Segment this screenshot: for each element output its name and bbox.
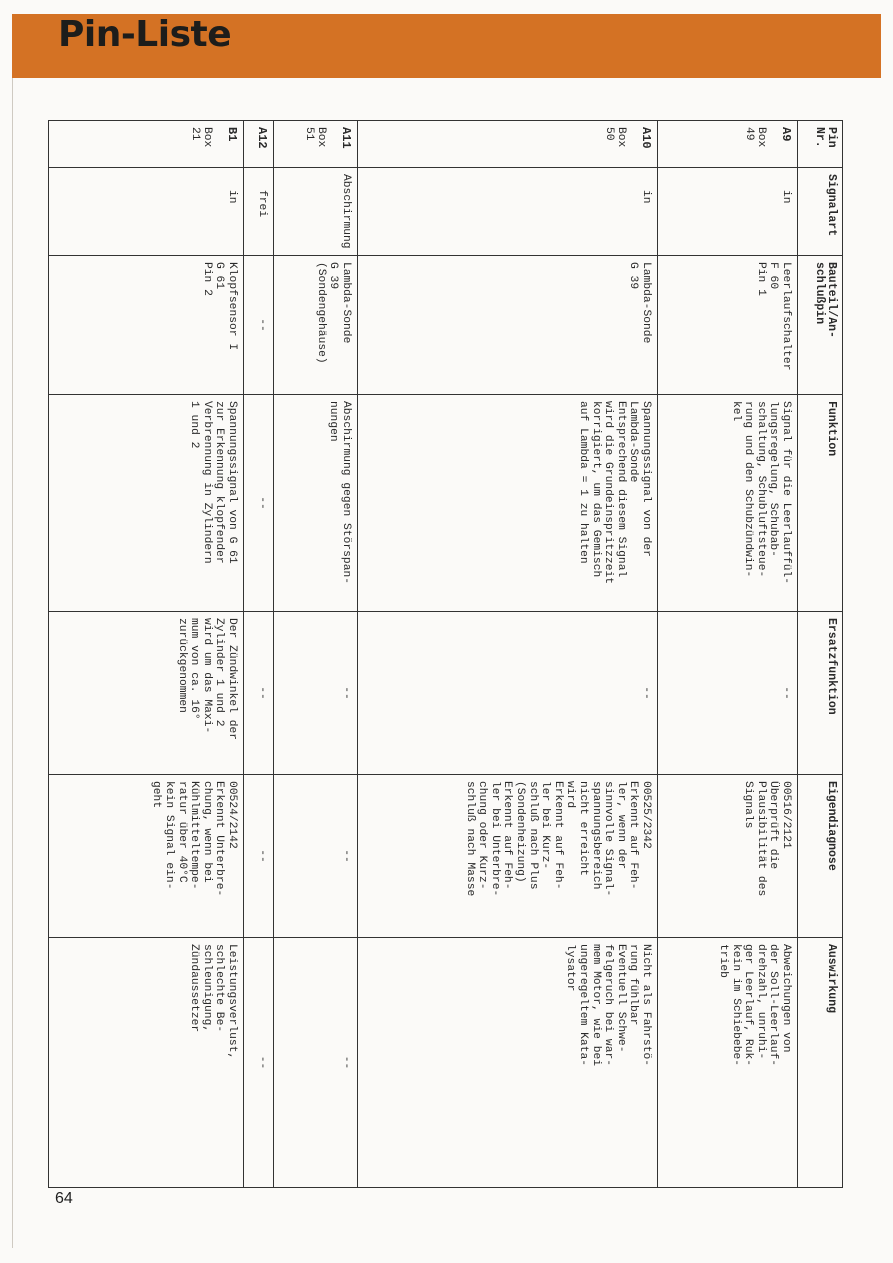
pin-table bbox=[48, 120, 843, 1188]
pin-cell bbox=[358, 121, 658, 168]
ersatzfunktion-value: -- bbox=[640, 686, 652, 700]
col-header-auswirkung: Auswirkung bbox=[798, 938, 843, 1188]
pin-box: Box 51 bbox=[302, 127, 328, 148]
ersatzfunktion-cell bbox=[244, 612, 274, 775]
bauteil-cell: Lambda-Sonde G 39 bbox=[358, 256, 658, 395]
pin-box: Box 49 bbox=[742, 127, 768, 148]
col-header-signalart: Signalart bbox=[798, 168, 843, 256]
table-row bbox=[274, 121, 358, 1188]
bauteil-cell: Leerlaufschalter F 60 Pin 1 bbox=[658, 256, 798, 395]
eigendiagnose-value: -- bbox=[340, 849, 352, 863]
pin-cell bbox=[244, 121, 274, 168]
pin-cell bbox=[274, 121, 358, 168]
col-header-funktion: Funktion bbox=[798, 395, 843, 612]
funktion-cell bbox=[244, 395, 274, 612]
pin-box: Box 50 bbox=[602, 127, 628, 148]
table-row bbox=[358, 121, 658, 1188]
auswirkung-cell: Nicht als Fahrstö- rung fühlbar Eventuell Schwe- felgeruch bei war- mem Motor, wie bei ungeregeltem Kata- lysator bbox=[358, 938, 658, 1188]
page-number: 64 bbox=[55, 1190, 73, 1207]
funktion-cell: Abschirmung gegen Störspan- nungen bbox=[274, 395, 358, 612]
ersatzfunktion-cell bbox=[274, 612, 358, 775]
signalart-cell: in bbox=[49, 168, 244, 256]
pin-number: A9 bbox=[779, 127, 793, 142]
bauteil-cell bbox=[244, 256, 274, 395]
bauteil-cell: Klopfsensor I G 61 Pin 2 bbox=[49, 256, 244, 395]
signalart-cell: Abschirmung bbox=[274, 168, 358, 256]
auswirkung-cell bbox=[274, 938, 358, 1188]
col-header-eigendiagnose: Eigendiagnose bbox=[798, 775, 843, 938]
pin-number: A10 bbox=[639, 127, 653, 149]
signalart-cell: frei bbox=[244, 168, 274, 256]
eigendiagnose-cell bbox=[274, 775, 358, 938]
pin-cell bbox=[49, 121, 244, 168]
pin-cell bbox=[658, 121, 798, 168]
ersatzfunktion-cell bbox=[358, 612, 658, 775]
pin-box: Box 21 bbox=[188, 127, 214, 148]
pin-number: A11 bbox=[339, 127, 353, 149]
pin-table-rotated bbox=[60, 120, 843, 1187]
auswirkung-cell: Abweichungen von der Soll-Leerlauf- drehzahl, unruhi- ger Leerlauf, Ruk- kein im Schiebebe- trieb bbox=[658, 938, 798, 1188]
table-row bbox=[49, 121, 244, 1188]
auswirkung-value: -- bbox=[340, 1055, 352, 1070]
table-row bbox=[658, 121, 798, 1188]
eigendiagnose-cell: 00524/2142 Erkennt Unterbre- chung, wenn bei Kühlmitteltempe- ratur über 40°C kein Signal ein- geht bbox=[49, 775, 244, 938]
table-header-row bbox=[798, 121, 843, 1188]
funktion-cell: Spannungssignal von der Lambda-Sonde Entsprechend diesem Signal wird die Grundeinspritzzeit korrigiert, um das Gemisch auf Lambda = 1 zu halten bbox=[358, 395, 658, 612]
signalart-cell: in bbox=[358, 168, 658, 256]
auswirkung-cell: Leistungsverlust, schlechte Be- schleunigung, Zündaussetzer bbox=[49, 938, 244, 1188]
margin-line bbox=[12, 78, 13, 1248]
table-row bbox=[244, 121, 274, 1188]
funktion-cell: Spannungssignal von G 61 zur Erkennung klopfender Verbrennung in Zylindern 1 und 2 bbox=[49, 395, 244, 612]
eigendiagnose-cell: 00525/2342 Erkennt auf Feh- ler, wenn der sinnvolle Signal- spannungsbereich nicht erreicht wird Erkennt auf Feh- ler bei Kurz- schluß nach Plus (Sondenheizung) Erkennt auf Feh- ler bei Unterbre- chung oder Kurz- schluß nach Masse bbox=[358, 775, 658, 938]
funktion-cell: Signal für die Leerlauffül- lungsregelung, Schubab- schaltung, Schubluftsteue- rung und den Schubzündwin- kel bbox=[658, 395, 798, 612]
eigendiagnose-value: -- bbox=[256, 849, 268, 863]
eigendiagnose-cell: 00516/2121 Überprüft die Plausibilität des Signals bbox=[658, 775, 798, 938]
auswirkung-cell bbox=[244, 938, 274, 1188]
auswirkung-value: -- bbox=[256, 1055, 268, 1070]
page-title: Pin-Liste bbox=[58, 14, 232, 55]
signalart-cell: in bbox=[658, 168, 798, 256]
bauteil-cell: Lambda-Sonde G 39 (Sondengehäuse) bbox=[274, 256, 358, 395]
ersatzfunktion-cell: Der Zündwinkel der Zylinder 1 und 2 wird um das Maxi- mum von ca. 16° zurückgenommen bbox=[49, 612, 244, 775]
pin-number: A12 bbox=[255, 127, 269, 149]
col-header-ersatzfunktion: Ersatzfunktion bbox=[798, 612, 843, 775]
ersatzfunktion-value: -- bbox=[256, 686, 268, 700]
pin-number: B1 bbox=[225, 127, 239, 142]
bauteil-value: -- bbox=[256, 318, 268, 332]
ersatzfunktion-value: -- bbox=[340, 686, 352, 700]
funktion-value: -- bbox=[256, 496, 268, 510]
ersatzfunktion-cell bbox=[658, 612, 798, 775]
col-header-pin: Pin Nr. bbox=[798, 121, 843, 168]
eigendiagnose-cell bbox=[244, 775, 274, 938]
col-header-bauteil: Bauteil/An- schlußpin bbox=[798, 256, 843, 395]
ersatzfunktion-value: -- bbox=[780, 686, 792, 700]
